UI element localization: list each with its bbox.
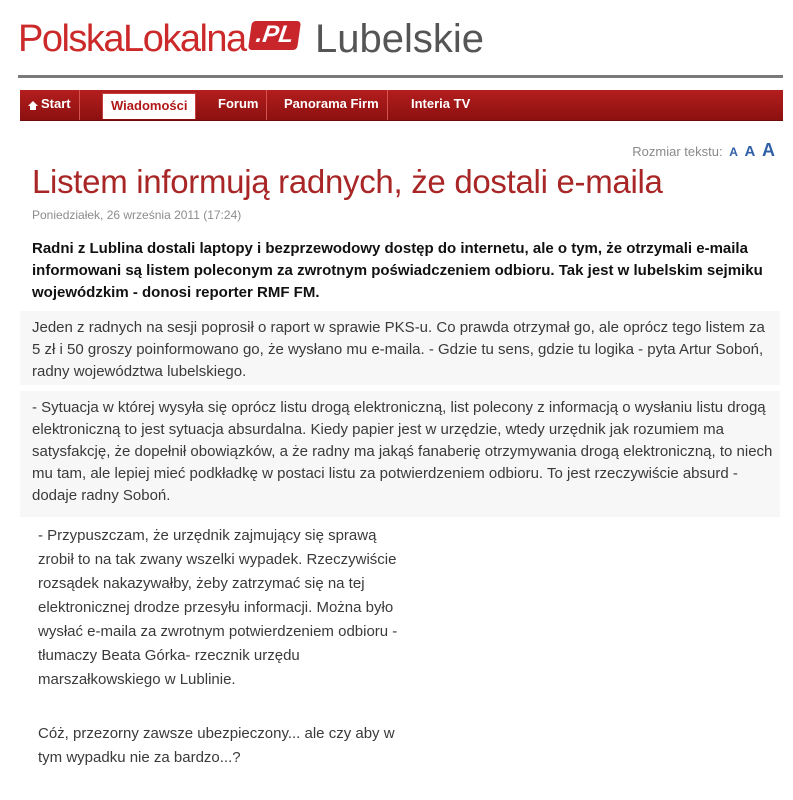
article-title: Listem informują radnych, że dostali e-maila — [32, 163, 663, 200]
article-paragraph: Jeden z radnych na sesji poprosił o raport w sprawie PKS-u. Co prawda otrzymał go, ale oprócz tego listem za 5 zł i 50 groszy poinformowano go, że wysłano mu e-maila. - Gdzie tu sens, gdzie tu logika - pyta Artur Soboń, radny województwa lubelskiego. — [32, 319, 765, 380]
nav-item-interia-tv[interactable] — [403, 90, 478, 120]
nav-item-label: Panorama Firm — [284, 96, 379, 111]
article-paragraph: - Sytuacja w której wysyła się oprócz listu drogą elektroniczną, list polecony z informacją o wysłaniu listu drogą elektroniczną to jest sytuacja absurdalna. Kiedy papier jest w urzędzie, wtedy urzędnik jak rozumiem ma satysfakcję, że dopełnił obowiązków, a że radny ma jakąś fanaberię otrzymywania drogą elektroniczną, to niech mu tam, ale lepiej mieć podkładkę w postaci listu za potwierdzeniem odbioru. To jest rzeczywiście absurd - dodaje radny Soboń. — [32, 399, 773, 504]
text-size-control — [632, 140, 775, 161]
text-size-medium[interactable]: A — [744, 143, 756, 160]
nav-item-label: Start — [41, 96, 71, 111]
nav-item-panorama-firm[interactable] — [276, 90, 388, 120]
header-divider — [18, 75, 783, 78]
nav-item-forum[interactable] — [210, 90, 267, 120]
site-header — [0, 0, 793, 80]
article-paragraph: Cóż, przezorny zawsze ubezpieczony... ale czy aby w tym wypadku nie za bardzo...? — [38, 725, 395, 766]
nav-item-start[interactable] — [20, 90, 80, 120]
logo-text: PolskaLokalna — [18, 18, 246, 60]
logo-badge: .PL — [248, 21, 301, 50]
nav-item-wiadomosci[interactable] — [102, 93, 196, 119]
article-paragraph: - Przypuszczam, że urzędnik zajmujący się sprawą zrobił to na tak zwany wszelki wypadek. Rzeczywiście rozsądek nakazywałby, żeby zatrzymać się na tej elektronicznej drodze przesyłu informacji. Można było wysłać e-maila za zwrotnym potwierdzeniem odbioru - tłumaczy Beata Górka- rzecznik urzędu marszałkowskiego w Lublinie. — [38, 527, 398, 688]
article-date: Poniedziałek, 26 września 2011 (17:24) — [32, 208, 242, 222]
nav-item-label: Wiadomości — [111, 98, 188, 113]
site-logo[interactable] — [18, 14, 484, 64]
text-size-large[interactable]: A — [762, 140, 775, 160]
region-name: Lubelskie — [315, 17, 485, 61]
nav-item-label: Interia TV — [411, 96, 471, 111]
main-nav — [20, 90, 783, 121]
article-lead: Radni z Lublina dostali laptopy i bezprzewodowy dostęp do internetu, ale o tym, że otrzymali e-maila informowani są listem poleconym za zwrotnym poświadczeniem odbioru. Tak jest w lubelskim sejmiku wojewódzkim - donosi reporter RMF FM. — [32, 240, 763, 301]
home-icon — [28, 101, 38, 106]
nav-item-label: Forum — [218, 96, 259, 111]
text-size-label: Rozmiar tekstu: — [632, 144, 723, 159]
text-size-small[interactable]: A — [729, 145, 738, 159]
